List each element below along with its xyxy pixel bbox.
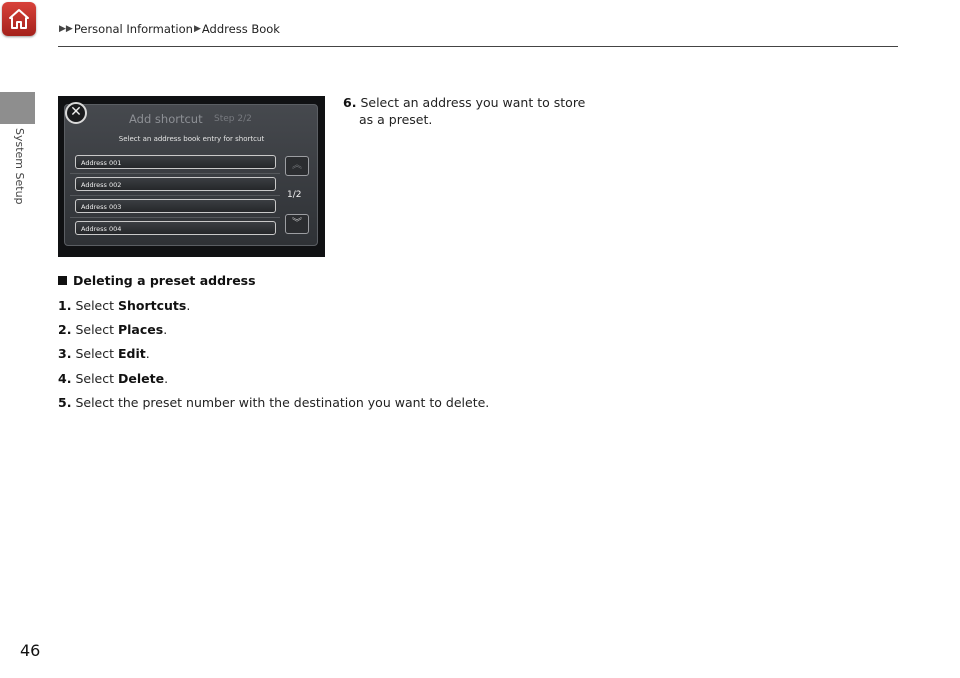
screen-subtitle: Select an address book entry for shortcut: [118, 135, 265, 143]
list-item: [58, 370, 168, 387]
scroll-up-icon: ︽: [285, 156, 309, 176]
step-keyword: Places: [117, 322, 164, 337]
nav-screen-screenshot: [58, 96, 325, 257]
breadcrumb-page[interactable]: Address Book: [201, 22, 280, 36]
step-text: Select an address you want to store: [360, 95, 586, 110]
list-item: [58, 297, 190, 314]
step-number: 6.: [343, 95, 357, 110]
address-entry: Address 003: [75, 199, 276, 213]
step-number: 2.: [58, 322, 72, 337]
header-divider: [58, 46, 898, 47]
section-heading: [58, 273, 256, 288]
section-heading-text: Deleting a preset address: [73, 273, 256, 288]
step-text: Select the preset number with the destination you want to delete.: [75, 395, 490, 410]
square-bullet-icon: [58, 276, 67, 285]
screen-title: Add shortcut: [129, 112, 203, 126]
side-tab-marker: [0, 92, 35, 124]
breadcrumb-section[interactable]: Personal Information: [73, 22, 193, 36]
close-icon: ✕: [65, 102, 87, 124]
breadcrumb-arrow-icon: ▶▶: [59, 24, 73, 34]
side-section-label: System Setup: [13, 128, 26, 205]
step-punct: .: [186, 298, 191, 313]
step-text: Select: [75, 371, 118, 386]
step-text: Select: [75, 346, 118, 361]
step-6: [343, 94, 585, 128]
address-entry: Address 004: [75, 221, 276, 235]
step-keyword: Edit: [117, 346, 146, 361]
step-punct: .: [164, 371, 169, 386]
address-entry: Address 002: [75, 177, 276, 191]
home-icon: [8, 8, 30, 30]
step-number: 3.: [58, 346, 72, 361]
step-keyword: Delete: [117, 371, 165, 386]
screen-pager: 1/2: [287, 190, 302, 200]
breadcrumb-separator-icon: ▶: [193, 24, 201, 34]
list-item: [58, 394, 489, 411]
address-entry: Address 001: [75, 155, 276, 169]
divider: [70, 173, 280, 174]
divider: [70, 217, 280, 218]
step-number: 4.: [58, 371, 72, 386]
step-text: Select: [75, 298, 118, 313]
step-text-continued: as a preset.: [359, 112, 433, 127]
screen-step: Step 2/2: [214, 114, 252, 124]
breadcrumb: [58, 22, 280, 36]
page-number: 46: [20, 641, 41, 660]
home-button[interactable]: [2, 2, 36, 36]
step-number: 5.: [58, 395, 72, 410]
scroll-down-icon: ︾: [285, 214, 309, 234]
step-punct: .: [163, 322, 168, 337]
list-item: [58, 321, 167, 338]
step-text: Select: [75, 322, 118, 337]
step-keyword: Shortcuts: [117, 298, 187, 313]
list-item: [58, 345, 150, 362]
divider: [70, 195, 280, 196]
step-number: 1.: [58, 298, 72, 313]
step-punct: .: [145, 346, 150, 361]
